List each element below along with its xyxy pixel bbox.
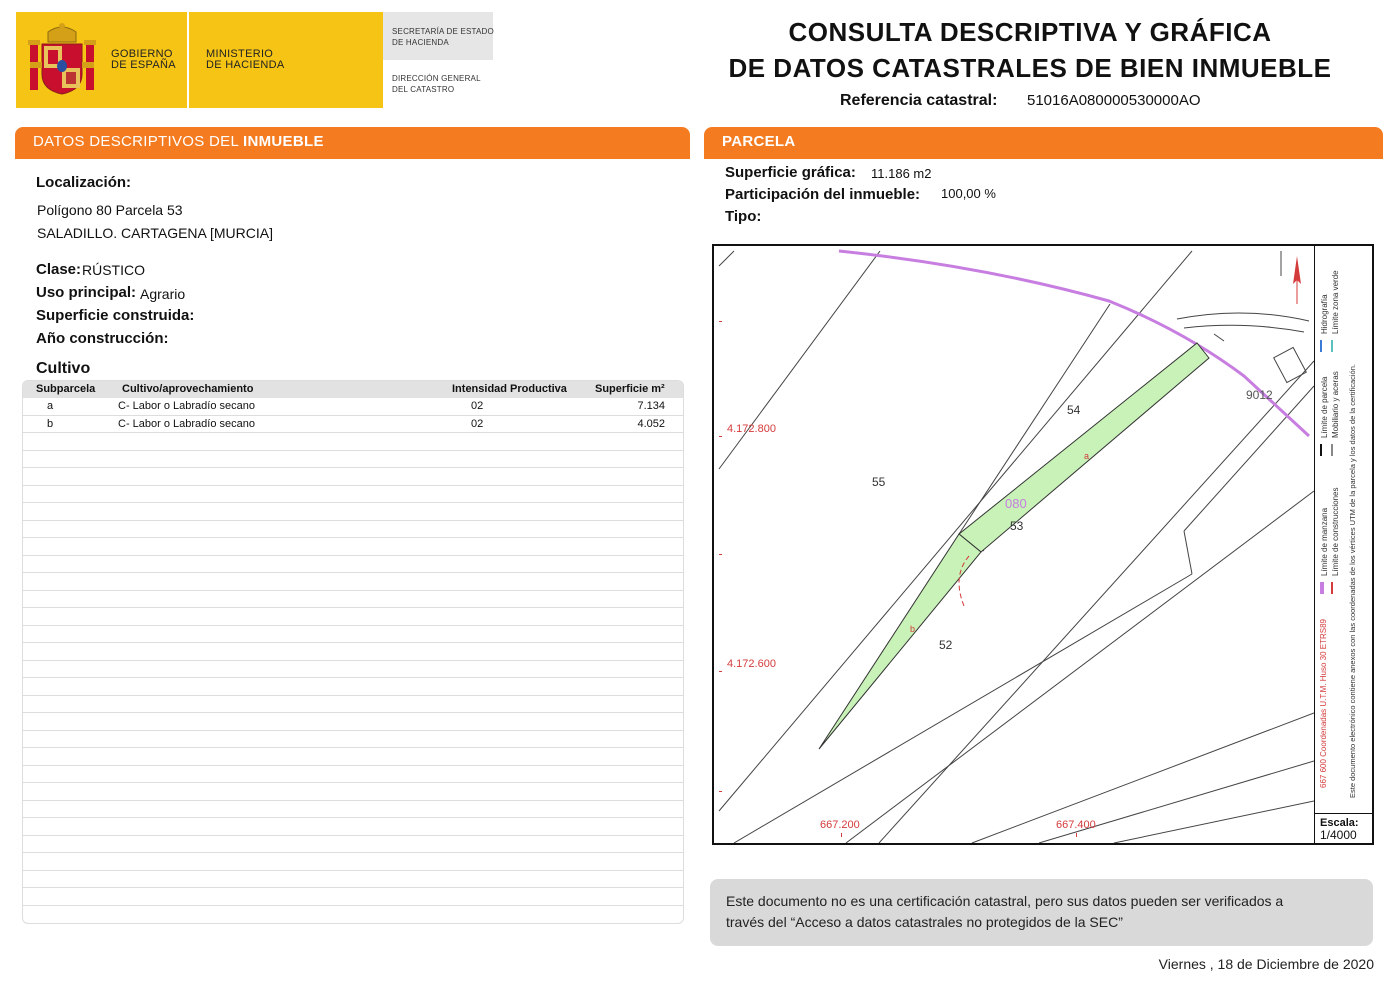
section-datos-descriptivos: DATOS DESCRIPTIVOS DEL INMUEBLE: [15, 127, 690, 157]
localizacion-line1: Polígono 80 Parcela 53: [37, 202, 183, 218]
table-row-empty: [23, 871, 683, 889]
table-row-empty: [23, 818, 683, 836]
table-row-empty: [23, 713, 683, 731]
cultivo-table: [22, 380, 684, 924]
gobierno-text: GOBIERNO DE ESPAÑA: [111, 48, 176, 71]
table-row-empty: [23, 731, 683, 749]
table-row-empty: [23, 486, 683, 504]
parcel-label-54: 54: [1067, 403, 1081, 417]
subparcel-label-a: a: [1084, 451, 1090, 461]
table-row-empty: [23, 538, 683, 556]
notice-line2: través del “Acceso a datos catastrales no protegidos de la SEC”: [726, 914, 1123, 930]
table-row: b C- Labor o Labradío secano 02 4.052: [23, 416, 683, 434]
parcel-label-55: 55: [872, 475, 886, 489]
coord-y-4172600: 4.172.600: [727, 658, 776, 670]
table-row-empty: [23, 853, 683, 871]
referencia-label: Referencia catastral:: [840, 92, 998, 109]
scale-value: 1/4000: [1320, 828, 1357, 842]
header-subparcela: Subparcela: [36, 383, 96, 395]
table-row-empty: [23, 678, 683, 696]
localizacion-line2: SALADILLO. CARTAGENA [MURCIA]: [37, 225, 273, 241]
map-scale: [1314, 813, 1374, 845]
legend-zona-verde: Límite zona verde: [1331, 270, 1340, 334]
verification-notice: [710, 879, 1373, 946]
section-underline: [704, 157, 1383, 159]
coord-x-667200: 667.200: [820, 819, 860, 831]
table-row-empty: [23, 433, 683, 451]
participacion-label: Participación del inmueble:: [725, 186, 921, 203]
legend-coords: 667 600 Coordenadas U.T.M. Huso 30 ETRS89: [1319, 619, 1328, 788]
document-title: CONSULTA DESCRIPTIVA Y GRÁFICA DE DATOS CATASTRALES DE BIEN INMUEBLE: [728, 17, 1332, 83]
participacion-value: 100,00 %: [941, 186, 996, 201]
superficie-grafica-value: 11.186 m2: [871, 166, 932, 181]
referencia-value: 51016A080000530000AO: [1027, 92, 1201, 109]
secretaria-text: SECRETARÍA DE ESTADO DE HACIENDA: [392, 27, 494, 47]
superficie-grafica-label: Superficie gráfica:: [725, 164, 856, 181]
poligono-label: 080: [1005, 496, 1027, 511]
legend-construcciones: Límite de construcciones: [1331, 487, 1340, 576]
map-legend: [1314, 246, 1374, 813]
table-row-empty: [23, 503, 683, 521]
parcel-label-53: 53: [1010, 519, 1024, 533]
tipo-label: Tipo:: [725, 208, 762, 225]
subparcel-label-b: b: [910, 624, 916, 634]
table-header: [23, 381, 683, 398]
document-date: Viernes , 18 de Diciembre de 2020: [1158, 956, 1374, 972]
coord-x-667400: 667.400: [1056, 819, 1096, 831]
legend-parcela-swatch: [1320, 444, 1322, 456]
table-row-empty: [23, 748, 683, 766]
coat-of-arms-icon: [26, 22, 98, 98]
table-row-empty: [23, 521, 683, 539]
scale-label: Escala:: [1320, 817, 1359, 829]
cultivo-title: Cultivo: [36, 360, 91, 377]
legend-hidrografia: Hidrografía: [1320, 294, 1329, 334]
parcel-label-52: 52: [939, 638, 953, 652]
legend-construcciones-swatch: [1331, 582, 1333, 594]
table-row-empty: [23, 766, 683, 784]
table-row-empty: [23, 801, 683, 819]
header-cultivo: Cultivo/aprovechamiento: [122, 383, 254, 395]
legend-zona-verde-swatch: [1331, 340, 1333, 352]
table-row-empty: [23, 836, 683, 854]
legend-hidrografia-swatch: [1320, 340, 1322, 352]
uso-value: Agrario: [140, 286, 186, 302]
section-parcela: PARCELA: [704, 127, 1383, 157]
header-superficie: Superficie m²: [595, 383, 665, 395]
table-row-empty: [23, 643, 683, 661]
ano-construccion-label: Año construcción:: [36, 330, 169, 347]
section-underline: [15, 157, 690, 159]
table-row: a C- Labor o Labradío secano 02 7.134: [23, 398, 683, 416]
table-row-empty: [23, 451, 683, 469]
legend-manzana: Límite de manzana: [1320, 507, 1329, 576]
legend-note: Este documento electrónico contiene anexos con las coordenadas de los vértices UTM de la parcela y los datos de la certificación.: [1348, 364, 1357, 798]
map-drawing: [714, 246, 1314, 843]
legend-mobiliario: Mobiliario y aceras: [1331, 371, 1340, 438]
parcel-label-9012: 9012: [1246, 388, 1273, 402]
table-row-empty: [23, 888, 683, 906]
coord-y-4172800: 4.172.800: [727, 423, 776, 435]
ministerio-text: MINISTERIO DE HACIENDA: [206, 48, 285, 71]
table-row-empty: [23, 783, 683, 801]
superficie-construida-label: Superficie construida:: [36, 307, 195, 324]
table-row-empty: [23, 573, 683, 591]
table-row-empty: [23, 468, 683, 486]
table-row-empty: [23, 608, 683, 626]
logo-separator: [187, 12, 189, 108]
table-row-empty: [23, 661, 683, 679]
north-arrow-icon: [1287, 254, 1307, 310]
legend-parcela: Límite de parcela: [1320, 376, 1329, 438]
legend-manzana-swatch: [1320, 582, 1324, 594]
referencia-catastral: [840, 92, 1201, 110]
clase-value: RÚSTICO: [82, 262, 145, 278]
direccion-text: DIRECCIÓN GENERAL DEL CATASTRO: [392, 74, 481, 94]
localizacion-label: Localización:: [36, 174, 132, 191]
notice-line1: Este documento no es una certificación catastral, pero sus datos pueden ser verificados a: [726, 893, 1284, 909]
table-row-empty: [23, 626, 683, 644]
header-intensidad: Intensidad Productiva: [452, 383, 567, 395]
clase-label: Clase:: [36, 261, 82, 278]
table-row-empty: [23, 591, 683, 609]
uso-label: Uso principal:: [36, 284, 137, 301]
table-row-empty: [23, 556, 683, 574]
cadastral-map[interactable]: [712, 244, 1374, 845]
legend-mobiliario-swatch: [1331, 444, 1333, 456]
table-row-empty: [23, 696, 683, 714]
